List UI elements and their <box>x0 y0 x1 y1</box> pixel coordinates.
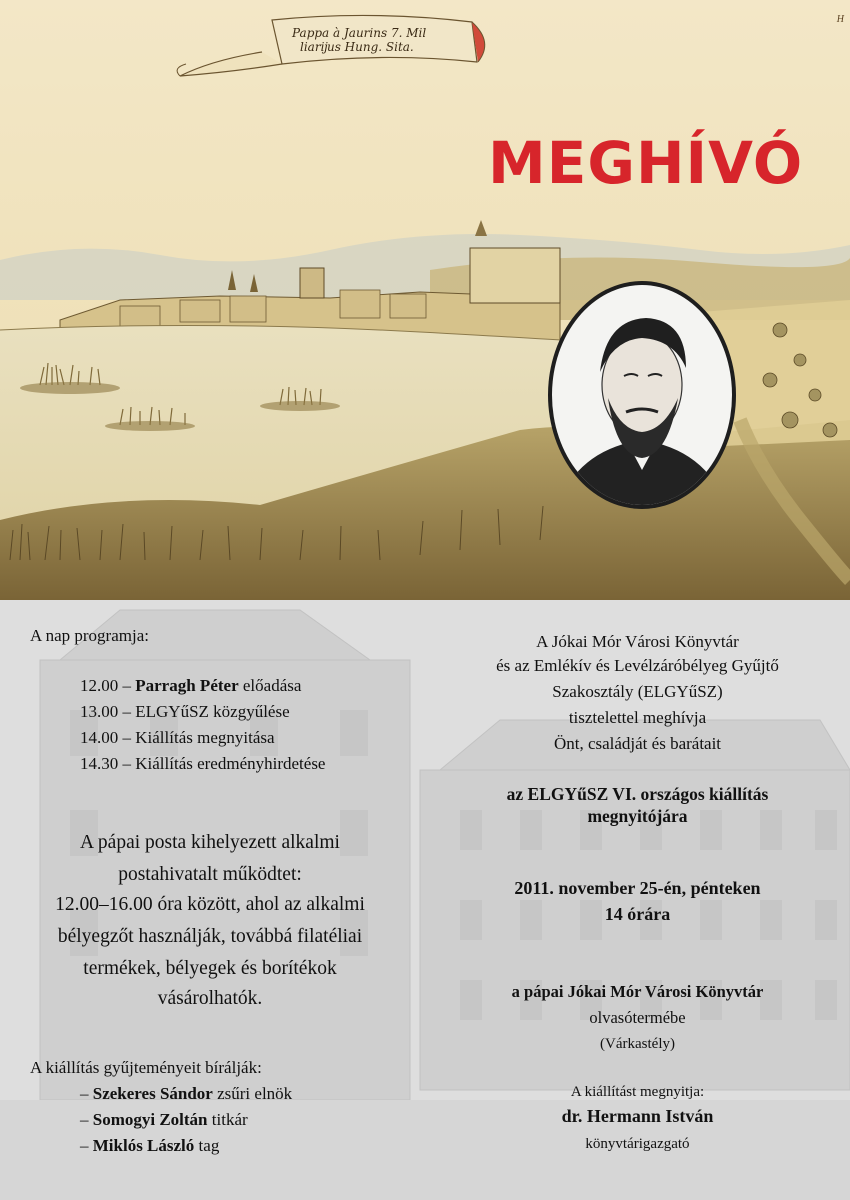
program-heading: A nap programja: <box>30 626 149 645</box>
program-item <box>80 674 301 698</box>
invitation-text-section <box>0 600 850 1200</box>
program-item-time: 14.30 – <box>80 754 131 773</box>
opener-heading: A kiállítást megnyitja: <box>570 1084 705 1100</box>
venue-line-3: (Várkastély) <box>600 1036 675 1052</box>
program-item-speaker: Parragh Péter <box>135 676 239 695</box>
opener-name: dr. Hermann István <box>561 1106 714 1126</box>
event-title-line-2: megnyitójára <box>587 806 688 826</box>
jury-dash: – <box>80 1136 89 1155</box>
jury-member-name: Somogyi Zoltán <box>92 1110 208 1129</box>
corner-mark: H <box>836 14 844 25</box>
program-item-text: ELGYűSZ közgyűlése <box>135 702 290 721</box>
program-item-text: előadása <box>242 676 302 695</box>
jury-member <box>80 1134 219 1158</box>
post-notice-line: vásárolhatók. <box>157 988 263 1009</box>
program-item-time: 14.00 – <box>80 728 131 747</box>
invite-line: Szakosztály (ELGYűSZ) <box>552 682 723 701</box>
invite-line: és az Emlékív és Levélzáróbélyeg Gyűjtő <box>496 656 779 675</box>
venue-line-2: olvasótermébe <box>589 1008 686 1027</box>
invite-line: A Jókai Mór Városi Könyvtár <box>536 632 739 651</box>
post-notice-line: 12.00–16.00 óra között, ahol az alkalmi <box>55 894 365 915</box>
page-title: MEGHÍVÓ <box>488 129 804 197</box>
invite-line: Önt, családját és barátait <box>553 734 722 753</box>
post-notice-line: postahivatalt működtet: <box>118 864 302 885</box>
program-item-text: Kiállítás megnyitása <box>135 728 275 747</box>
jury-dash: – <box>80 1110 89 1129</box>
program-item <box>80 752 325 776</box>
invite-line: tisztelettel meghívja <box>568 708 707 727</box>
post-notice-line: termékek, bélyegek és borítékok <box>83 958 337 979</box>
event-title-line-1: az ELGYűSZ VI. országos kiállítás <box>506 784 769 804</box>
program-item-time: 12.00 – <box>80 676 131 695</box>
program-item <box>80 700 290 724</box>
jury-member-role: titkár <box>211 1110 248 1129</box>
program-item-time: 13.00 – <box>80 702 131 721</box>
jury-member-name: Szekeres Sándor <box>92 1084 213 1103</box>
program-item <box>80 726 275 750</box>
event-date-line-1: 2011. november 25-én, pénteken <box>514 878 761 898</box>
jury-dash: – <box>80 1084 89 1103</box>
banner-caption-line-1: Pappa à Jaurins 7. Mil <box>292 26 427 40</box>
jury-member-name: Miklós László <box>92 1136 195 1155</box>
event-date-line-2: 14 órára <box>604 904 671 924</box>
jury-member <box>80 1108 248 1132</box>
venue-line-1: a pápai Jókai Mór Városi Könyvtár <box>511 982 764 1001</box>
banner-caption <box>292 26 492 54</box>
program-item-text: Kiállítás eredményhirdetése <box>135 754 326 773</box>
opener-title: könyvtárigazgató <box>585 1136 690 1152</box>
banner-caption-line-2: liarĳus Hung. Sita. <box>300 40 414 54</box>
jury-member <box>80 1082 292 1106</box>
post-notice-line: bélyegzőt használják, továbbá filatéliai <box>57 926 363 947</box>
post-notice-line: A pápai posta kihelyezett alkalmi <box>80 832 340 853</box>
jury-member-role: tag <box>198 1136 220 1155</box>
jury-heading: A kiállítás gyűjteményeit bírálják: <box>30 1058 262 1077</box>
jury-member-role: zsűri elnök <box>217 1084 293 1103</box>
portrait-medallion <box>546 280 738 510</box>
